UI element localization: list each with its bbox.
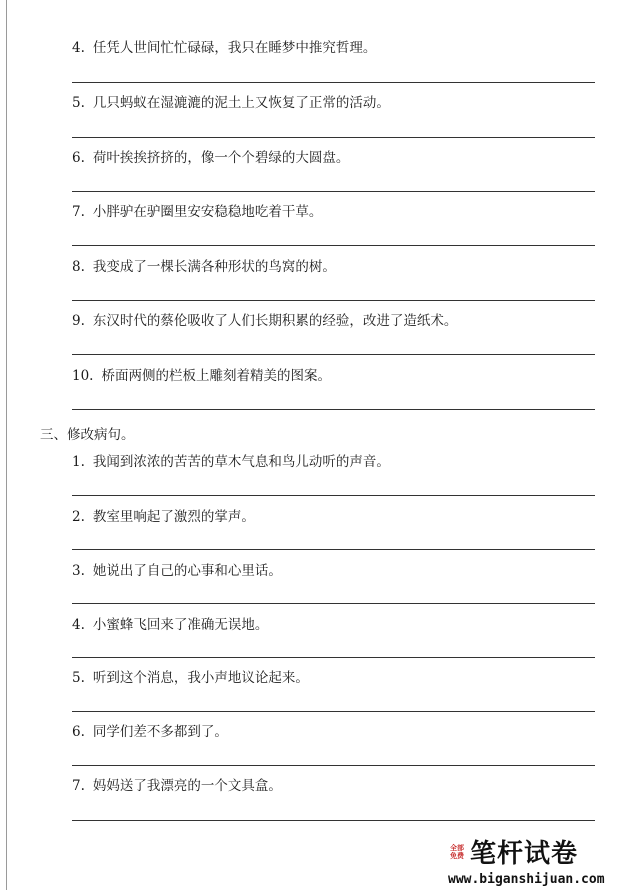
exercise-item: [72, 368, 331, 384]
answer-line[interactable]: [72, 191, 595, 192]
item-text: 荷叶挨挨挤挤的，像一个个碧绿的大圆盘。: [92, 150, 350, 166]
item-number: 5.: [72, 670, 85, 686]
exercise-item: [72, 259, 336, 275]
item-number: 3.: [72, 563, 85, 579]
item-number: 5.: [72, 95, 85, 111]
item-text: 任凭人世间忙忙碌碌，我只在睡梦中推究哲理。: [92, 40, 377, 56]
item-number: 8.: [72, 259, 85, 275]
item-text: 她说出了自己的心事和心里话。: [92, 563, 282, 579]
answer-line[interactable]: [72, 137, 595, 138]
watermark-brand: 笔杆试卷: [470, 839, 579, 869]
item-number: 6.: [72, 724, 85, 740]
item-text: 教室里响起了激烈的掌声。: [92, 509, 255, 525]
watermark-tag: 全部免费: [450, 844, 464, 860]
item-text: 妈妈送了我漂亮的一个文具盒。: [92, 778, 282, 794]
page-left-border: [6, 0, 7, 890]
exercise-item: [72, 150, 349, 166]
item-number: 9.: [72, 313, 85, 329]
exercise-item: [72, 724, 228, 740]
item-text: 我变成了一棵长满各种形状的鸟窝的树。: [92, 259, 336, 275]
exercise-item: [72, 454, 390, 470]
item-text: 我闻到浓浓的苦苦的草木气息和鸟儿动听的声音。: [92, 454, 390, 470]
item-text: 听到这个消息，我小声地议论起来。: [92, 670, 309, 686]
answer-line[interactable]: [72, 300, 595, 301]
exercise-item: [72, 313, 457, 329]
answer-line[interactable]: [72, 354, 595, 355]
answer-line[interactable]: [72, 409, 595, 410]
answer-line[interactable]: [72, 657, 595, 658]
answer-line[interactable]: [72, 765, 595, 766]
exercise-item: [72, 617, 268, 633]
exercise-item: [72, 778, 282, 794]
answer-line[interactable]: [72, 549, 595, 550]
watermark-logo: [448, 836, 608, 890]
item-number: 1.: [72, 454, 85, 470]
item-text: 小蜜蜂飞回来了准确无误地。: [92, 617, 269, 633]
item-number: 6.: [72, 150, 85, 166]
item-text: 小胖驴在驴圈里安安稳稳地吃着干草。: [92, 204, 323, 220]
item-number: 10.: [72, 368, 94, 384]
answer-line[interactable]: [72, 820, 595, 821]
exercise-item: [72, 509, 255, 525]
exercise-item: [72, 563, 282, 579]
exercise-item: [72, 40, 376, 56]
section-heading: 三、修改病句。: [40, 427, 135, 443]
item-number: 4.: [72, 617, 85, 633]
item-text: 桥面两侧的栏板上雕刻着精美的图案。: [101, 368, 331, 384]
answer-line[interactable]: [72, 711, 595, 712]
item-number: 2.: [72, 509, 85, 525]
item-number: 7.: [72, 778, 85, 794]
item-text: 几只蚂蚁在湿漉漉的泥土上又恢复了正常的活动。: [92, 95, 390, 111]
item-number: 7.: [72, 204, 85, 220]
watermark-url: www.biganshijuan.com: [448, 872, 605, 887]
item-number: 4.: [72, 40, 85, 56]
answer-line[interactable]: [72, 495, 595, 496]
answer-line[interactable]: [72, 82, 595, 83]
answer-line[interactable]: [72, 603, 595, 604]
exercise-item: [72, 670, 309, 686]
item-text: 东汉时代的蔡伦吸收了人们长期积累的经验，改进了造纸术。: [92, 313, 458, 329]
answer-line[interactable]: [72, 245, 595, 246]
exercise-item: [72, 204, 322, 220]
exercise-item: [72, 95, 390, 111]
item-text: 同学们差不多都到了。: [92, 724, 228, 740]
